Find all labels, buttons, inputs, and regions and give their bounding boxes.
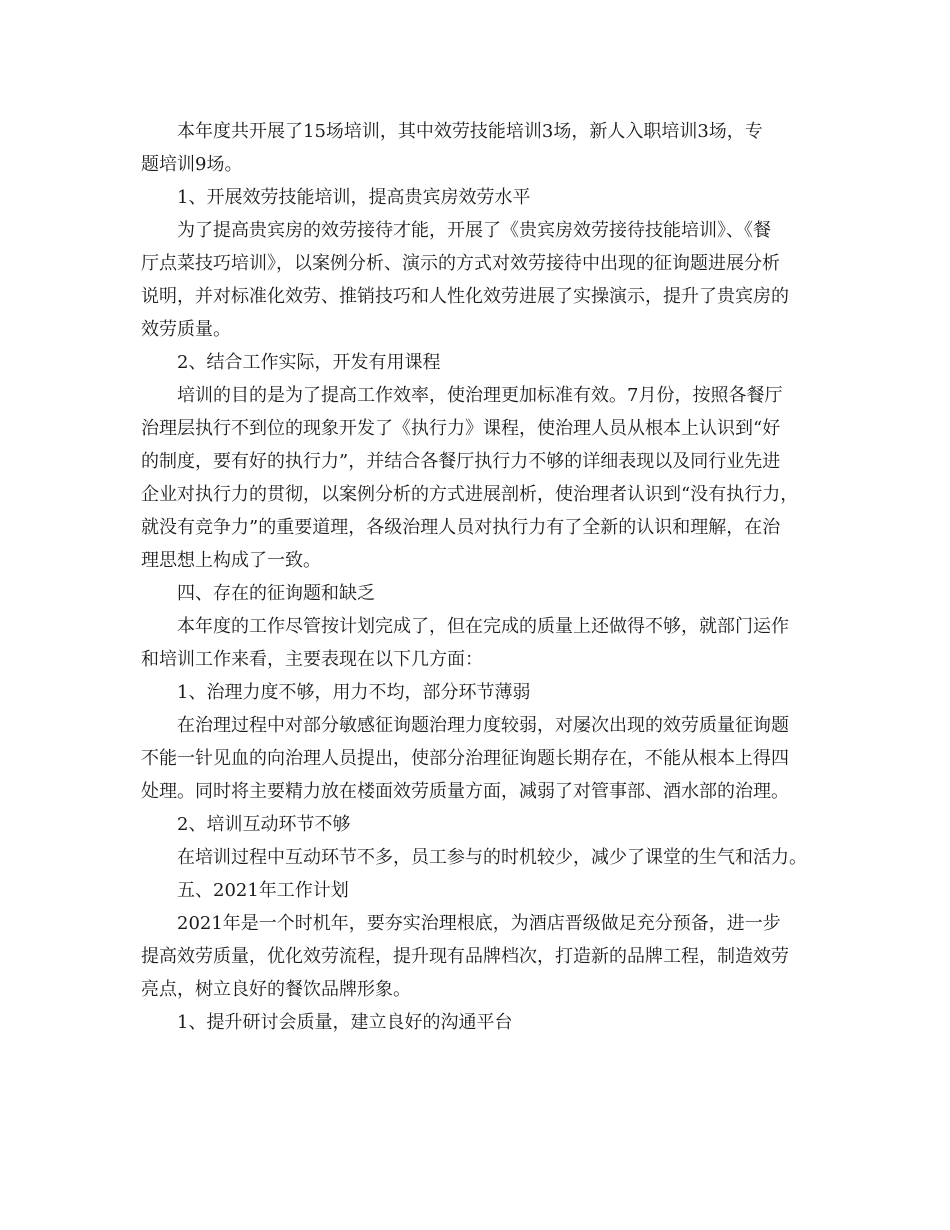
text-line: 就没有竞争力”的重要道理，各级治理人员对执行力有了全新的认识和理解，在治 bbox=[141, 517, 781, 538]
text-line: 1、治理力度不够，用力不均，部分环节薄弱 bbox=[177, 682, 531, 703]
paragraph bbox=[141, 808, 821, 841]
document-body bbox=[141, 115, 821, 1039]
paragraph bbox=[141, 577, 821, 610]
text-line: 不能一针见血的向治理人员提出，使部分治理征询题长期存在，不能从根本上得四 bbox=[141, 748, 789, 769]
text-line: 和培训工作来看，主要表现在以下几方面： bbox=[141, 649, 483, 670]
paragraph bbox=[141, 346, 821, 379]
text-line: 为了提高贵宾房的效劳接待才能，开展了《贵宾房效劳接待技能培训》、《餐 bbox=[177, 220, 771, 241]
paragraph bbox=[141, 907, 821, 1006]
paragraph bbox=[141, 610, 821, 676]
text-line: 亮点，树立良好的餐饮品牌形象。 bbox=[141, 979, 411, 1000]
text-line: 说明，并对标准化效劳、推销技巧和人性化效劳进展了实操演示，提升了贵宾房的 bbox=[141, 286, 789, 307]
text-line: 题培训9场。 bbox=[141, 154, 243, 175]
paragraph bbox=[141, 841, 821, 874]
paragraph bbox=[141, 379, 821, 577]
text-line: 的制度，要有好的执行力”，并结合各餐厅执行力不够的详细表现以及同行业先进 bbox=[141, 451, 781, 472]
paragraph bbox=[141, 676, 821, 709]
text-line: 效劳质量。 bbox=[141, 319, 231, 340]
text-line: 2、培训互动环节不够 bbox=[177, 814, 351, 835]
text-line: 治理层执行不到位的现象开发了《执行力》课程，使治理人员从根本上认识到“好 bbox=[141, 418, 781, 439]
text-line: 在培训过程中互动环节不多，员工参与的时机较少，减少了课堂的生气和活力。 bbox=[177, 847, 807, 868]
text-line: 在治理过程中对部分敏感征询题治理力度较弱，对屡次出现的效劳质量征询题 bbox=[177, 715, 789, 736]
text-line: 1、开展效劳技能培训，提高贵宾房效劳水平 bbox=[177, 187, 531, 208]
text-line: 2、结合工作实际，开发有用课程 bbox=[177, 352, 441, 373]
paragraph bbox=[141, 1006, 821, 1039]
text-line: 1、提升研讨会质量，建立良好的沟通平台 bbox=[177, 1012, 513, 1033]
text-line: 理思想上构成了一致。 bbox=[141, 550, 321, 571]
paragraph bbox=[141, 181, 821, 214]
text-line: 厅点菜技巧培训》，以案例分析、演示的方式对效劳接待中出现的征询题进展分析 bbox=[141, 253, 780, 274]
text-line: 五、2021年工作计划 bbox=[177, 880, 349, 901]
text-line: 培训的目的是为了提高工作效率，使治理更加标准有效。7月份，按照各餐厅 bbox=[177, 385, 783, 406]
text-line: 四、存在的征询题和缺乏 bbox=[177, 583, 375, 604]
paragraph bbox=[141, 214, 821, 346]
text-line: 本年度共开展了15场培训，其中效劳技能培训3场，新人入职培训3场，专 bbox=[177, 121, 763, 142]
text-line: 处理。同时将主要精力放在楼面效劳质量方面，减弱了对管事部、酒水部的治理。 bbox=[141, 781, 789, 802]
paragraph bbox=[141, 874, 821, 907]
paragraph bbox=[141, 709, 821, 808]
text-line: 企业对执行力的贯彻，以案例分析的方式进展剖析，使治理者认识到“没有执行力， bbox=[141, 484, 799, 505]
text-line: 本年度的工作尽管按计划完成了，但在完成的质量上还做得不够，就部门运作 bbox=[177, 616, 789, 637]
text-line: 2021年是一个时机年，要夯实治理根底，为酒店晋级做足充分预备，进一步 bbox=[177, 913, 781, 934]
text-line: 提高效劳质量，优化效劳流程，提升现有品牌档次，打造新的品牌工程，制造效劳 bbox=[141, 946, 789, 967]
paragraph bbox=[141, 115, 821, 181]
